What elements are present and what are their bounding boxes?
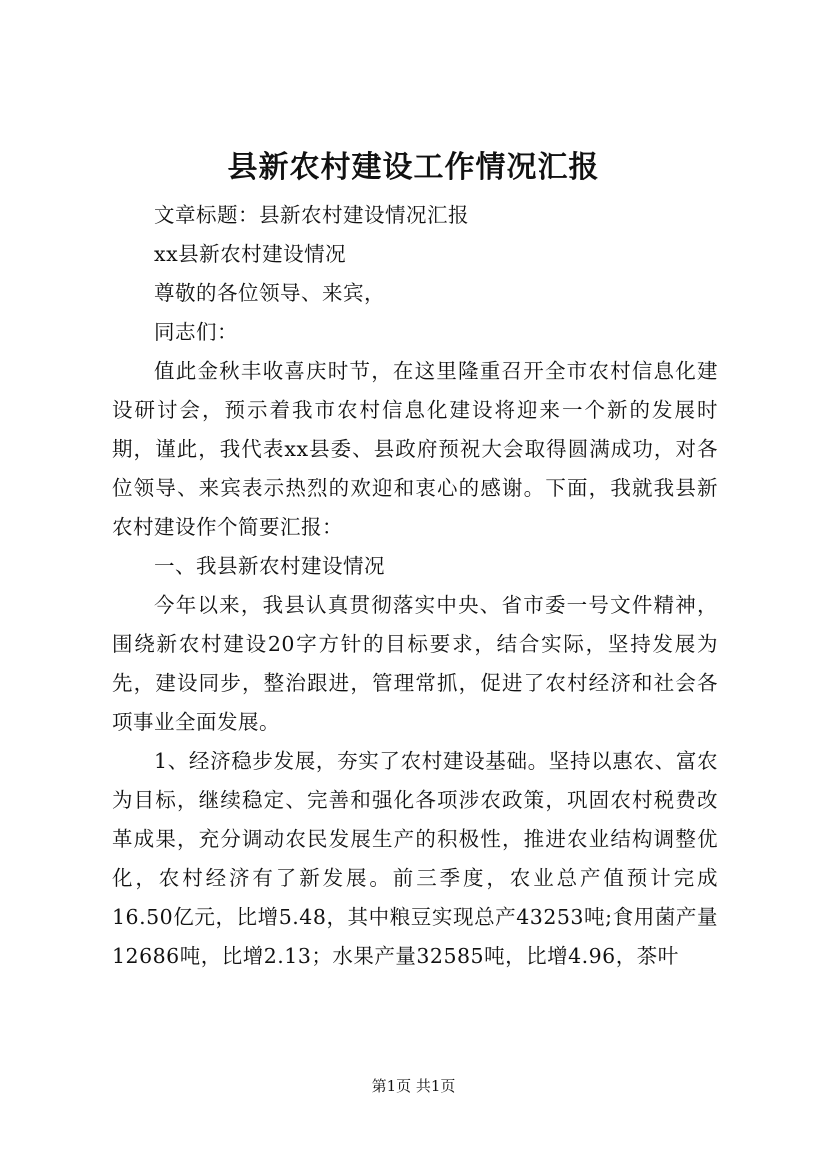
page-footer: 第1页 共1页 [371, 1077, 456, 1095]
document-body [112, 196, 718, 976]
salutation-guests: 尊敬的各位领导、来宾， [154, 281, 386, 305]
overview-paragraph: 今年以来，我县认真贯彻落实中央、省市委一号文件精神，围绕新农村建设20字方针的目标要求，结合实际，坚持发展为先，建设同步，整治跟进，管理常抓，促进了农村经济和社会各项事业全面发展。 [112, 593, 718, 734]
economy-paragraph: 1、经济稳步发展，夯实了农村建设基础。坚持以惠农、富农为目标，继续稳定、完善和强化各项涉农政策，巩固农村税费改革成果，充分调动农民发展生产的积极性，推进农业结构调整优化，农村经济有了新发展。前三季度，农业总产值预计完成16.50亿元，比增5.48，其中粮豆实现总产43253吨;食用菌产量12686吨，比增2.13；水果产量32585吨，比增4.96，茶叶 [112, 749, 718, 968]
section-heading: 一、我县新农村建设情况 [154, 554, 386, 578]
opening-paragraph: 值此金秋丰收喜庆时节，在这里隆重召开全市农村信息化建设研讨会，预示着我市农村信息化建设将迎来一个新的发展时期，谨此，我代表xx县委、县政府预祝大会取得圆满成功，对各位领导、来宾表示热烈的欢迎和衷心的感谢。下面，我就我县新农村建设作个简要汇报： [112, 359, 718, 539]
page-title: 县新农村建设工作情况汇报 [227, 150, 600, 185]
article-title-line: 文章标题：县新农村建设情况汇报 [154, 203, 470, 227]
report-subtitle: xx县新农村建设情况 [154, 242, 347, 266]
salutation-comrades: 同志们： [154, 320, 239, 344]
